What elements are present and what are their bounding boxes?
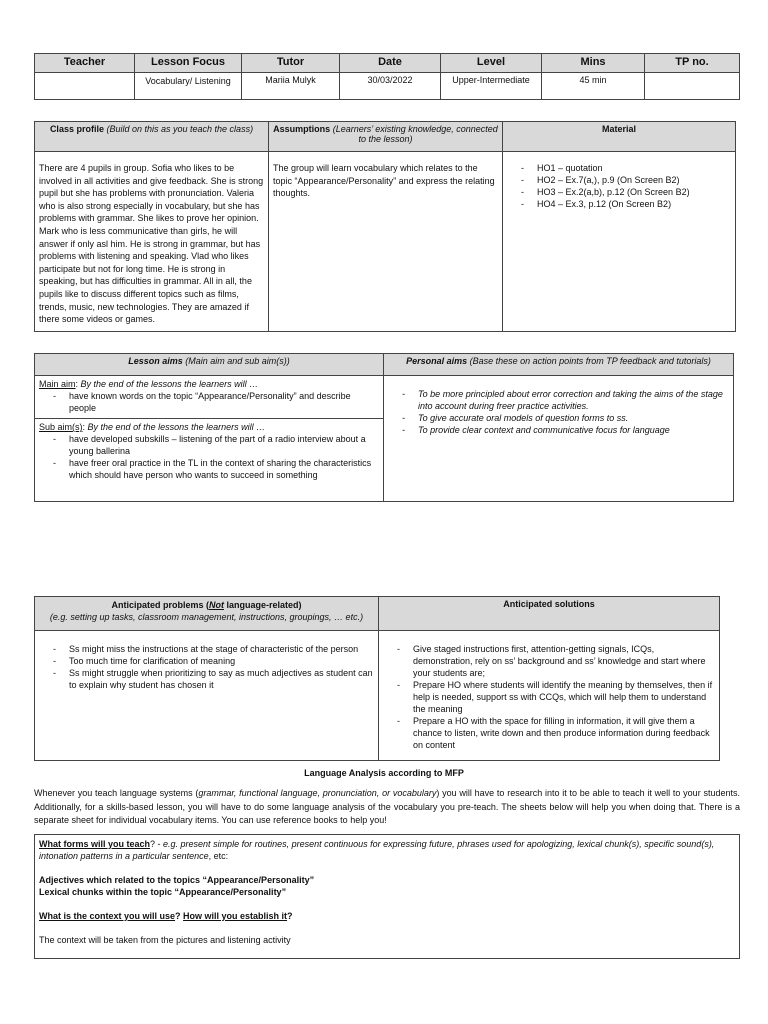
main-aim-intro: By the end of the lessons the learners will … [80,379,259,389]
material-list [503,152,736,332]
solutions-cell [379,631,720,761]
context-question: What is the context you will use? How will you establish it? [39,911,293,921]
language-analysis-paragraph: Whenever you teach language systems (grammar, functional language, pronunciation, or vocabulary) you will have to research into it to be able to teach it well to your students. Additionally, for a skills-based lesson, you will have to do some language analysis of the vocabulary you pre-teach. The sheets below will help you when doing that. There is a separate sheet for individual vocabulary items. You can use reference books to help you! [34,788,740,825]
header-level: Level [441,54,542,73]
solutions-items [383,643,715,751]
tutor-value: Mariia Mulyk [242,73,340,100]
material-header: Material [503,122,736,152]
forms-cell [35,835,740,959]
tp-no-value [645,73,740,100]
personal-aim-item: - To give accurate oral models of question forms to ss. [418,412,729,424]
problem-item: - Too much time for clarification of meaning [69,655,374,667]
header-lesson-focus: Lesson Focus [135,54,242,73]
header-tutor: Tutor [242,54,340,73]
material-item: - HO2 – Ex.7(a,), p.9 (On Screen B2) [537,174,731,186]
personal-aims-items [388,388,729,436]
sub-aim-items [39,433,379,481]
class-profile-text: There are 4 pupils in group. Sofia who likes to be involved in all activities and give feedback. She is strong pupil but she has problems with pronunciation. Valeria who is also strong especially in vocabulary, but she has problems with grammar. She likes to prove her opinion. Mark who is less communicative than girls, he will answer if only asl him. He is strong in grammar, but has problems with listening and speaking. Vlad who likes participate but not for long time. He is strong in speaking, but has difficulties in grammar. All in all, the pupils like to discuss different topics such as films, trends, music, new technologies. They are amazed if there some videos or games. [35,152,269,332]
header-teacher: Teacher [35,54,135,73]
personal-aims-cell [384,376,734,502]
main-aim-item: - have known words on the topic “Appearance/Personality” and describe people [69,390,379,414]
sub-aim-block: Sub aim(s): By the end of the lessons the learners will … - have developed subskills – listening of the part of a radio interview about a young ballerina - have freer oral practice in the TL in the context of sharing the characteristics which should have person who wants to succeed in something [35,419,383,501]
main-aim-items [39,390,379,414]
level-value: Upper-Intermediate [441,73,542,100]
assumptions-text: The group will learn vocabulary which relates to the topic “Appearance/Personality” and express the relating thoughts. [269,152,503,332]
anticipated-problems-header: Anticipated problems (Not language-related) (e.g. setting up tasks, classroom management, instructions, groupings, … etc.) [35,597,379,631]
personal-aims-header: Personal aims (Base these on action points from TP feedback and tutorials) [384,354,734,376]
forms-question: What forms will you teach? - e.g. present simple for routines, present continuous for expressing future, phrases used for apologizing, lexical chunk(s), specific sound(s), intonation patterns in a particular sentence, etc: [39,839,715,861]
sub-aim-item: - have freer oral practice in the TL in the context of sharing the characteristics which should have person who wants to succeed in something [69,457,379,481]
lesson-aims-cell [35,376,384,502]
class-profile-header: Class profile (Build on this as you teach the class) [35,122,269,152]
forms-answer-2: Lexical chunks within the topic “Appearance/Personality” [39,887,287,897]
problem-item: - Ss might miss the instructions at the stage of characteristic of the person [69,643,374,655]
anticipated-table [34,596,720,761]
header-date: Date [340,54,441,73]
problems-cell [35,631,379,761]
class-profile-table [34,121,736,332]
main-aim-label: Main aim [39,379,76,389]
sub-aim-item: - have developed subskills – listening of the part of a radio interview about a young ballerina [69,433,379,457]
problem-item: - Ss might struggle when prioritizing to say as much adjectives as student can to explain why student has chosen it [69,667,374,691]
solution-item: - Prepare HO where students will identify the meaning by themselves, then if help is needed, support ss with CCQs, which will help them to understand the meaning [413,679,715,715]
lesson-aims-table [34,353,734,502]
material-items [507,162,731,210]
language-analysis-title: Language Analysis according to MFP [304,768,464,778]
sub-aim-intro: By the end of the lessons the learners will … [87,422,266,432]
main-aim-block: Main aim: By the end of the lessons the learners will … - have known words on the topic “Appearance/Personality” and describe people [35,376,383,419]
header-tp-no: TP no. [645,54,740,73]
problems-items [39,643,374,691]
lesson-aims-header: Lesson aims (Main aim and sub aim(s)) [35,354,384,376]
lesson-focus-value: Vocabulary/ Listening [135,73,242,100]
assumptions-header: Assumptions (Learners’ existing knowledge, connected to the lesson) [269,122,503,152]
personal-aim-item: - To provide clear context and communicative focus for language [418,424,729,436]
personal-aim-item: - To be more principled about error correction and taking the aims of the stage into account during freer practice activities. [418,388,729,412]
solution-item: - Prepare a HO with the space for filling in information, it will give them a chance to listen, write down and then produce information during feedback on content [413,715,715,751]
anticipated-solutions-header: Anticipated solutions [379,597,720,631]
material-item: - HO3 – Ex.2(a,b), p.12 (On Screen B2) [537,186,731,198]
material-item: - HO4 – Ex.3, p.12 (On Screen B2) [537,198,731,210]
date-value: 30/03/2022 [340,73,441,100]
context-answer: The context will be taken from the pictures and listening activity [39,935,291,945]
mins-value: 45 min [542,73,645,100]
forms-answer-1: Adjectives which related to the topics “Appearance/Personality” [39,875,315,885]
material-item: - HO1 – quotation [537,162,731,174]
forms-table [34,834,740,959]
sub-aim-label: Sub aim(s) [39,422,83,432]
header-mins: Mins [542,54,645,73]
solution-item: - Give staged instructions first, attention-getting signals, ICQs, demonstration, rely on ss’ background and ss’ knowledge and start where your students are; [413,643,715,679]
teacher-value [35,73,135,100]
lesson-info-table [34,53,740,100]
